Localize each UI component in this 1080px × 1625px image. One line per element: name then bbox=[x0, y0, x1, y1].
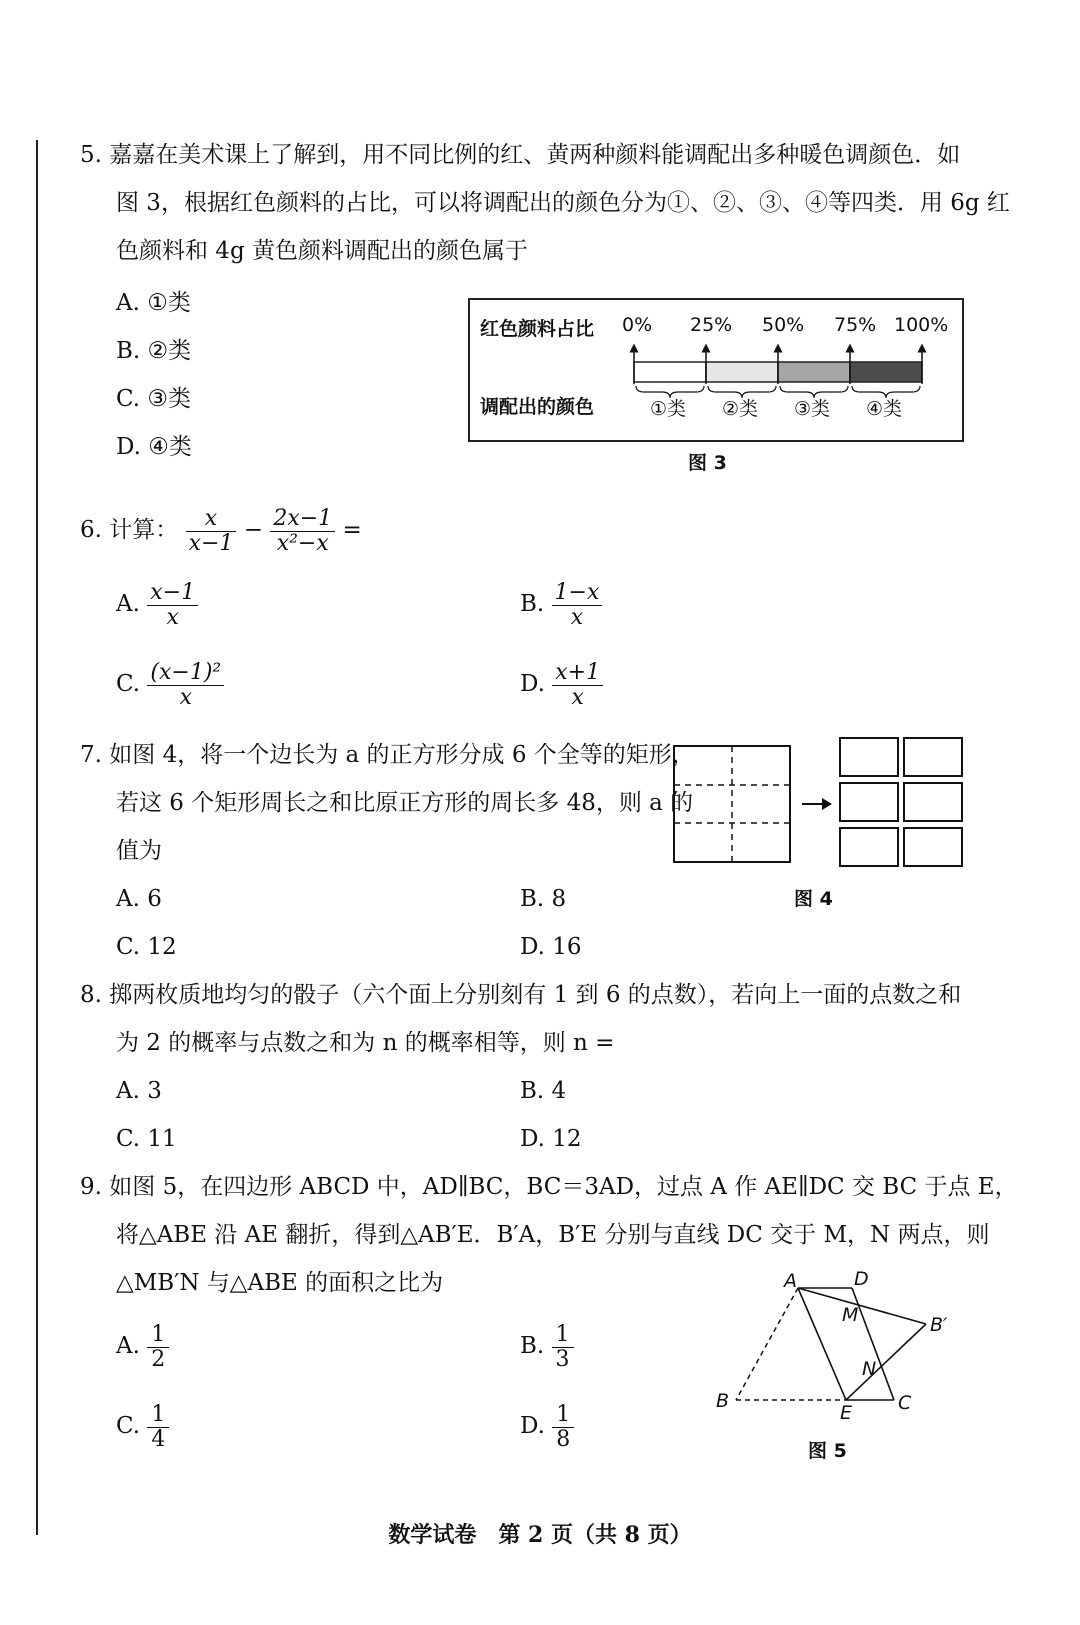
q6-d-num: x+1 bbox=[555, 659, 601, 685]
q5-option-d: D. ④类 bbox=[116, 434, 192, 460]
q9-b-num: 1 bbox=[555, 1321, 570, 1347]
q6-fraction-2 bbox=[270, 507, 335, 556]
q9-a-num: 1 bbox=[151, 1321, 166, 1347]
q5-line3: 色颜料和 4g 黄色颜料调配出的颜色属于 bbox=[116, 238, 528, 264]
fig3-percent-25: 25% bbox=[690, 314, 733, 336]
fig5-point-n: N bbox=[862, 1358, 877, 1380]
q6-option-c bbox=[116, 654, 224, 714]
q9-a-label: A. bbox=[116, 1333, 140, 1359]
q9-c-num: 1 bbox=[151, 1401, 166, 1427]
fig5-point-c: C bbox=[898, 1392, 912, 1414]
fig3-class-3: ③类 bbox=[794, 398, 831, 420]
q6-b-num: 1−x bbox=[554, 579, 600, 605]
q9-line2: 将△ABE 沿 AE 翻折，得到△AB′E．B′A，B′E 分别与直线 DC 交于 M，N 两点，则 bbox=[116, 1222, 990, 1248]
q6-c-label: C. bbox=[116, 671, 141, 697]
q8-option-c: C. 11 bbox=[116, 1126, 177, 1152]
fig3-class-2: ②类 bbox=[722, 398, 759, 420]
q9-line3: △MB′N 与△ABE 的面积之比为 bbox=[116, 1270, 444, 1296]
q6-a-den: x bbox=[147, 605, 198, 630]
fig3-percent-100: 100% bbox=[894, 314, 949, 336]
fig5-point-a: A bbox=[784, 1270, 797, 1292]
q9-option-a bbox=[116, 1316, 169, 1376]
figure-3-caption: 图 3 bbox=[688, 452, 727, 474]
q9-b-frac bbox=[552, 1323, 574, 1372]
q8-line1: 8. 掷两枚质地均匀的骰子（六个面上分别刻有 1 到 6 的点数），若向上一面的点数之和 bbox=[80, 982, 962, 1008]
q9-a-den: 2 bbox=[147, 1347, 169, 1372]
q6-lead: 6. 计算： bbox=[80, 517, 179, 543]
q6-b-den: x bbox=[552, 605, 603, 630]
q6-c-frac bbox=[147, 661, 224, 710]
q9-b-label: B. bbox=[520, 1333, 545, 1359]
fig5-point-m: M bbox=[842, 1304, 859, 1326]
fig3-class-1: ①类 bbox=[650, 398, 687, 420]
fig3-segment-2 bbox=[706, 362, 778, 382]
fig5-point-b: B bbox=[716, 1390, 730, 1412]
q6-fraction-1 bbox=[186, 507, 237, 556]
q5-option-b: B. ②类 bbox=[116, 338, 192, 364]
q9-option-d bbox=[520, 1396, 574, 1456]
q9-d-label: D. bbox=[520, 1413, 545, 1439]
q5-option-c: C. ③类 bbox=[116, 386, 192, 412]
q6-d-frac bbox=[552, 661, 603, 710]
fig5-point-b-prime: B′ bbox=[930, 1314, 948, 1336]
q6-c-num: (x−1)² bbox=[150, 659, 222, 685]
q7-line3: 值为 bbox=[116, 838, 162, 864]
q9-d-num: 1 bbox=[556, 1401, 571, 1427]
q6-f1-den: x−1 bbox=[186, 531, 237, 556]
fig5-point-d: D bbox=[854, 1268, 869, 1290]
q5-line1: 5. 嘉嘉在美术课上了解到，用不同比例的红、黄两种颜料能调配出多种暖色调颜色．如 bbox=[80, 142, 961, 168]
fig3-percent-50: 50% bbox=[762, 314, 805, 336]
fig3-segment-1 bbox=[634, 362, 706, 382]
q6-a-frac bbox=[147, 581, 198, 630]
q7-option-c: C. 12 bbox=[116, 934, 177, 960]
q8-option-d: D. 12 bbox=[520, 1126, 582, 1152]
q9-d-den: 8 bbox=[552, 1427, 574, 1452]
q9-a-frac bbox=[147, 1323, 169, 1372]
q6-b-frac bbox=[552, 581, 603, 630]
q6-f1-num: x bbox=[204, 505, 218, 531]
q9-c-den: 4 bbox=[147, 1427, 169, 1452]
q9-c-frac bbox=[147, 1403, 169, 1452]
q7-line2: 若这 6 个矩形周长之和比原正方形的周长多 48，则 a 的 bbox=[116, 790, 694, 816]
q6-option-b bbox=[520, 574, 602, 634]
q6-d-label: D. bbox=[520, 671, 545, 697]
q9-b-den: 3 bbox=[552, 1347, 574, 1372]
fig3-row1-label: 红色颜料占比 bbox=[480, 318, 595, 340]
q9-option-c bbox=[116, 1396, 169, 1456]
fig3-segment-3 bbox=[778, 362, 850, 382]
q6-option-a bbox=[116, 574, 198, 634]
q6-d-den: x bbox=[552, 685, 603, 710]
figure-3-box bbox=[468, 298, 964, 442]
q8-option-a: A. 3 bbox=[116, 1078, 162, 1104]
q9-line1: 9. 如图 5，在四边形 ABCD 中，AD∥BC，BC＝3AD，过点 A 作 AE∥DC 交 BC 于点 E， bbox=[80, 1174, 1018, 1200]
fig3-segment-4 bbox=[850, 362, 922, 382]
figure-4-graphic bbox=[672, 736, 972, 868]
q6-expression bbox=[80, 500, 362, 560]
q6-equals: = bbox=[342, 517, 362, 543]
q9-d-frac bbox=[552, 1403, 574, 1452]
q6-minus: − bbox=[243, 517, 264, 543]
q9-option-b bbox=[520, 1316, 574, 1376]
figure-5-caption: 图 5 bbox=[808, 1440, 847, 1462]
q7-line1: 7. 如图 4，将一个边长为 a 的正方形分成 6 个全等的矩形， bbox=[80, 742, 695, 768]
q7-option-d: D. 16 bbox=[520, 934, 582, 960]
q7-option-b: B. 8 bbox=[520, 886, 567, 912]
q6-a-label: A. bbox=[116, 591, 140, 617]
figure-4-caption: 图 4 bbox=[794, 888, 833, 910]
q6-f2-num: 2x−1 bbox=[273, 505, 333, 531]
fig3-row2-label: 调配出的颜色 bbox=[480, 396, 595, 418]
fig3-percent-75: 75% bbox=[834, 314, 877, 336]
q6-f2-den: x²−x bbox=[270, 531, 335, 556]
q6-b-label: B. bbox=[520, 591, 545, 617]
q5-option-a: A. ①类 bbox=[116, 290, 191, 316]
q8-line2: 为 2 的概率与点数之和为 n 的概率相等，则 n = bbox=[116, 1030, 615, 1056]
fig3-percent-0: 0% bbox=[622, 314, 653, 336]
page-footer: 数学试卷 第 2 页（共 8 页） bbox=[388, 1522, 692, 1548]
q6-a-num: x−1 bbox=[150, 579, 196, 605]
fig5-point-e: E bbox=[840, 1402, 853, 1424]
fig4-arrow-icon bbox=[822, 798, 832, 810]
q8-option-b: B. 4 bbox=[520, 1078, 567, 1104]
binding-margin-line bbox=[36, 140, 38, 1535]
q7-option-a: A. 6 bbox=[116, 886, 162, 912]
q6-option-d bbox=[520, 654, 603, 714]
q5-line2: 图 3，根据红色颜料的占比，可以将调配出的颜色分为①、②、③、④等四类．用 6g 红 bbox=[116, 190, 1010, 216]
q9-c-label: C. bbox=[116, 1413, 141, 1439]
q6-c-den: x bbox=[147, 685, 224, 710]
fig3-class-4: ④类 bbox=[866, 398, 903, 420]
